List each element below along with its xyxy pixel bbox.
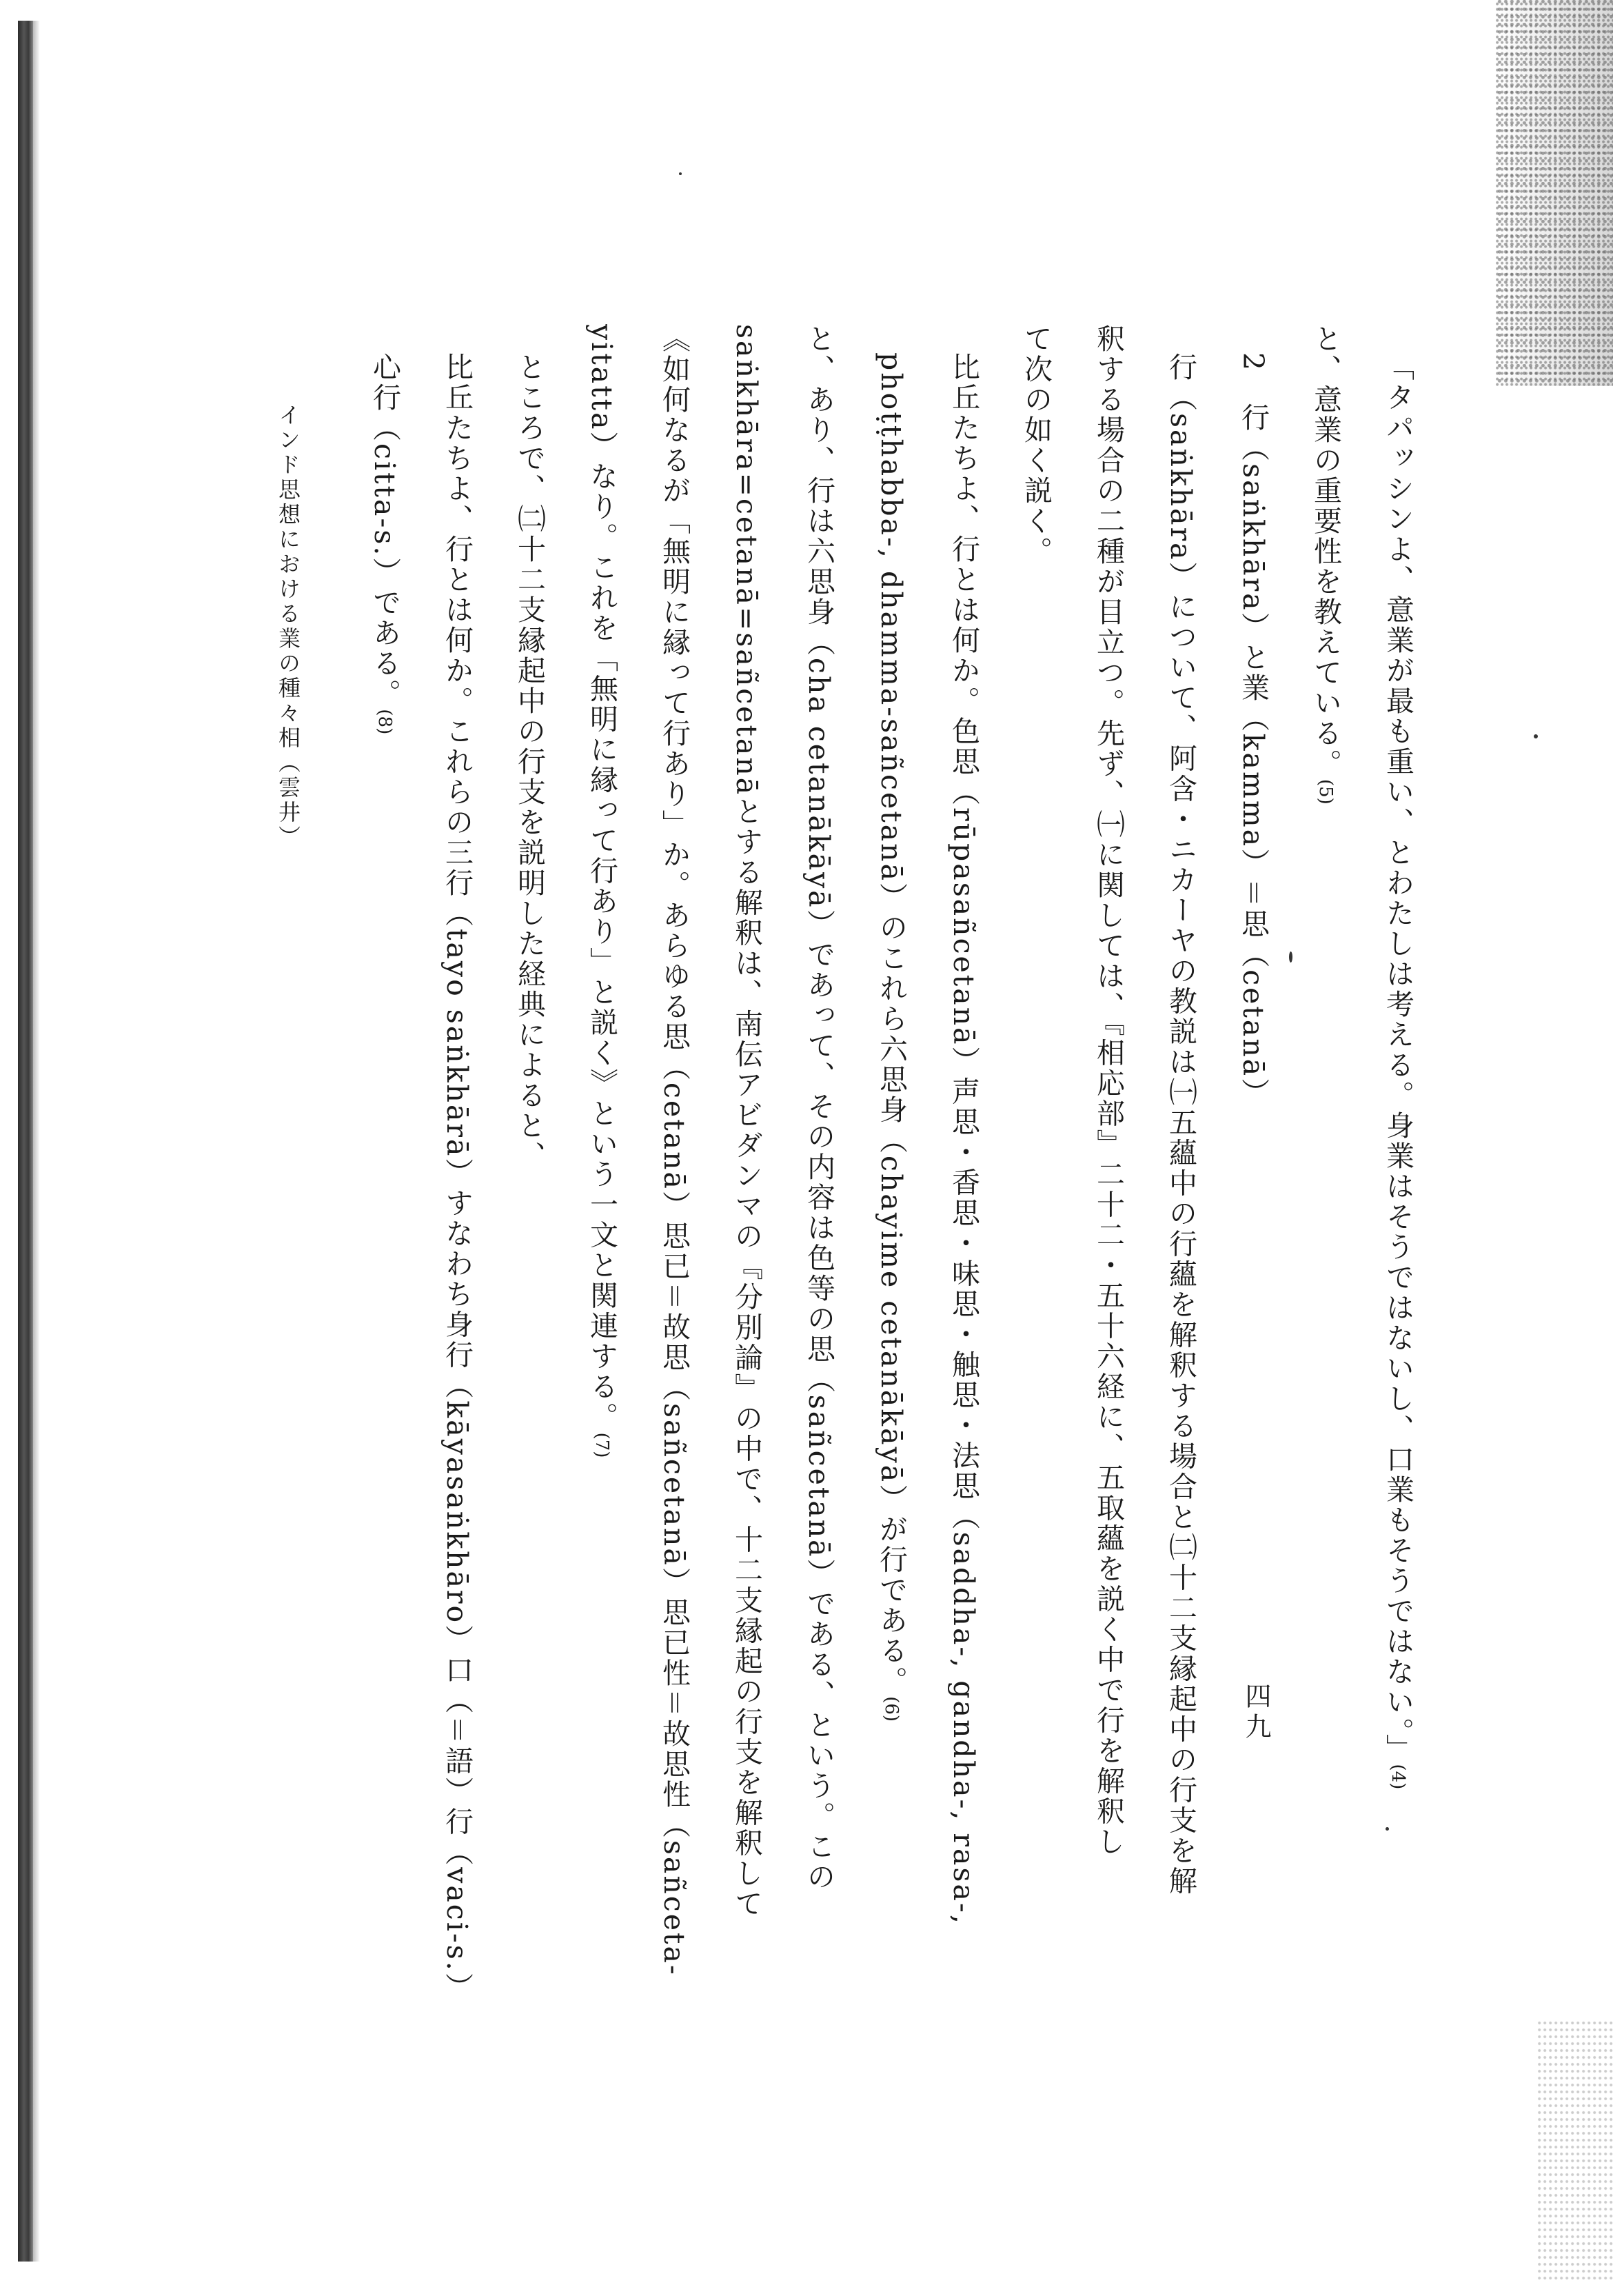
text-column-4 [1144, 324, 1217, 2296]
footnote-marker: (8) [374, 709, 395, 735]
text-column-8 [855, 324, 927, 2296]
text-column-1 [1361, 324, 1434, 2296]
column-text: 2 行（saṅkhāra）と業（kamma）＝思（cetanā） [1237, 352, 1270, 1109]
column-text: ところで、㈡十二支縁起中の行支を説明した経典によると、 [513, 352, 546, 1171]
column-text: saṅkhāra=cetanā=sañcetanāとする解釈は、南伝アビダンマの『分別論』の中で、十二支縁起の行支を解釈して [730, 324, 763, 1920]
scan-speck [679, 172, 682, 175]
running-header: インド思想における業の種々相（雲井） [275, 403, 301, 850]
column-text: て次の如く説く。 [1019, 324, 1053, 567]
text-column-9 [782, 324, 855, 2296]
vertical-text-body [262, 324, 1434, 2296]
column-text: 比丘たちよ、行とは何か。これらの三行（tayo saṅkhārā）すなわち身行（kāyasaṅkhāro）口（＝語）行（vaci-s.） [440, 352, 474, 2003]
text-column-5 [1072, 324, 1144, 2296]
text-column-11 [638, 324, 710, 2296]
text-column-10 [710, 324, 782, 2296]
column-text: と、あり、行は六思身（cha cetanākāyā）であって、その内容は色等の思（sañcetanā）である、という。この [802, 324, 835, 1893]
text-column-15 [348, 324, 420, 2296]
column-text: 比丘たちよ、行とは何か。色思（rūpasañcetanā）声思・香思・味思・触思・法思（saddha-, gandha-, rasa-, [947, 352, 980, 1926]
column-text: 釈する場合の二種が目立つ。先ず、㈠に関しては、『相応部』二十二・五十六経に、五取蘊を説く中で行を解釈し [1092, 324, 1125, 1857]
column-text: 《如何なるが「無明に縁って行あり」か。あらゆる思（cetanā）思已＝故思（sañcetanā）思已性＝故思性（sañceta- [658, 324, 691, 1977]
footnote-marker: (5) [1315, 779, 1336, 805]
footnote-marker: (4) [1388, 1764, 1408, 1790]
text-column-2 [1289, 324, 1361, 2296]
column-text: 行（saṅkhāra）について、阿含・ニカーヤの教説は㈠五蘊中の行蘊を解釈する場合と㈡十二支縁起中の行支を解 [1164, 352, 1197, 1897]
footnote-marker: (6) [881, 1696, 902, 1722]
column-text: phoṭṭhabba-, dhamma-sañcetanā）のこれら六思身（chayime cetanākāyā）が行である。 [875, 352, 908, 1697]
text-column-12 [565, 324, 638, 2296]
scan-speck [1534, 734, 1538, 738]
text-column-13 [493, 324, 565, 2296]
column-text: 「タパッシンよ、意業が最も重い、とわたしは考える。身業はそうではないし、口業もそうではない。」 [1381, 352, 1414, 1764]
scan-binding-edge [18, 21, 33, 2262]
scan-noise-bottom-right [1537, 2020, 1613, 2282]
column-text: yitatta）なり。これを「無明に縁って行あり」と説く》という一文と関連する。 [585, 324, 618, 1433]
column-text: と、意業の重要性を教えている。 [1309, 324, 1342, 779]
text-column-6 [1000, 324, 1072, 2296]
text-column-14 [420, 324, 493, 2296]
column-text: 心行（citta-s.）である。 [368, 352, 401, 709]
text-column-7 [927, 324, 1000, 2296]
page-number: 四九 [1241, 1682, 1271, 1743]
footnote-marker: (7) [591, 1432, 612, 1458]
scan-binding-shadow [33, 21, 40, 2262]
scan-noise-top-right [1496, 0, 1613, 386]
section-heading [1217, 324, 1289, 2296]
